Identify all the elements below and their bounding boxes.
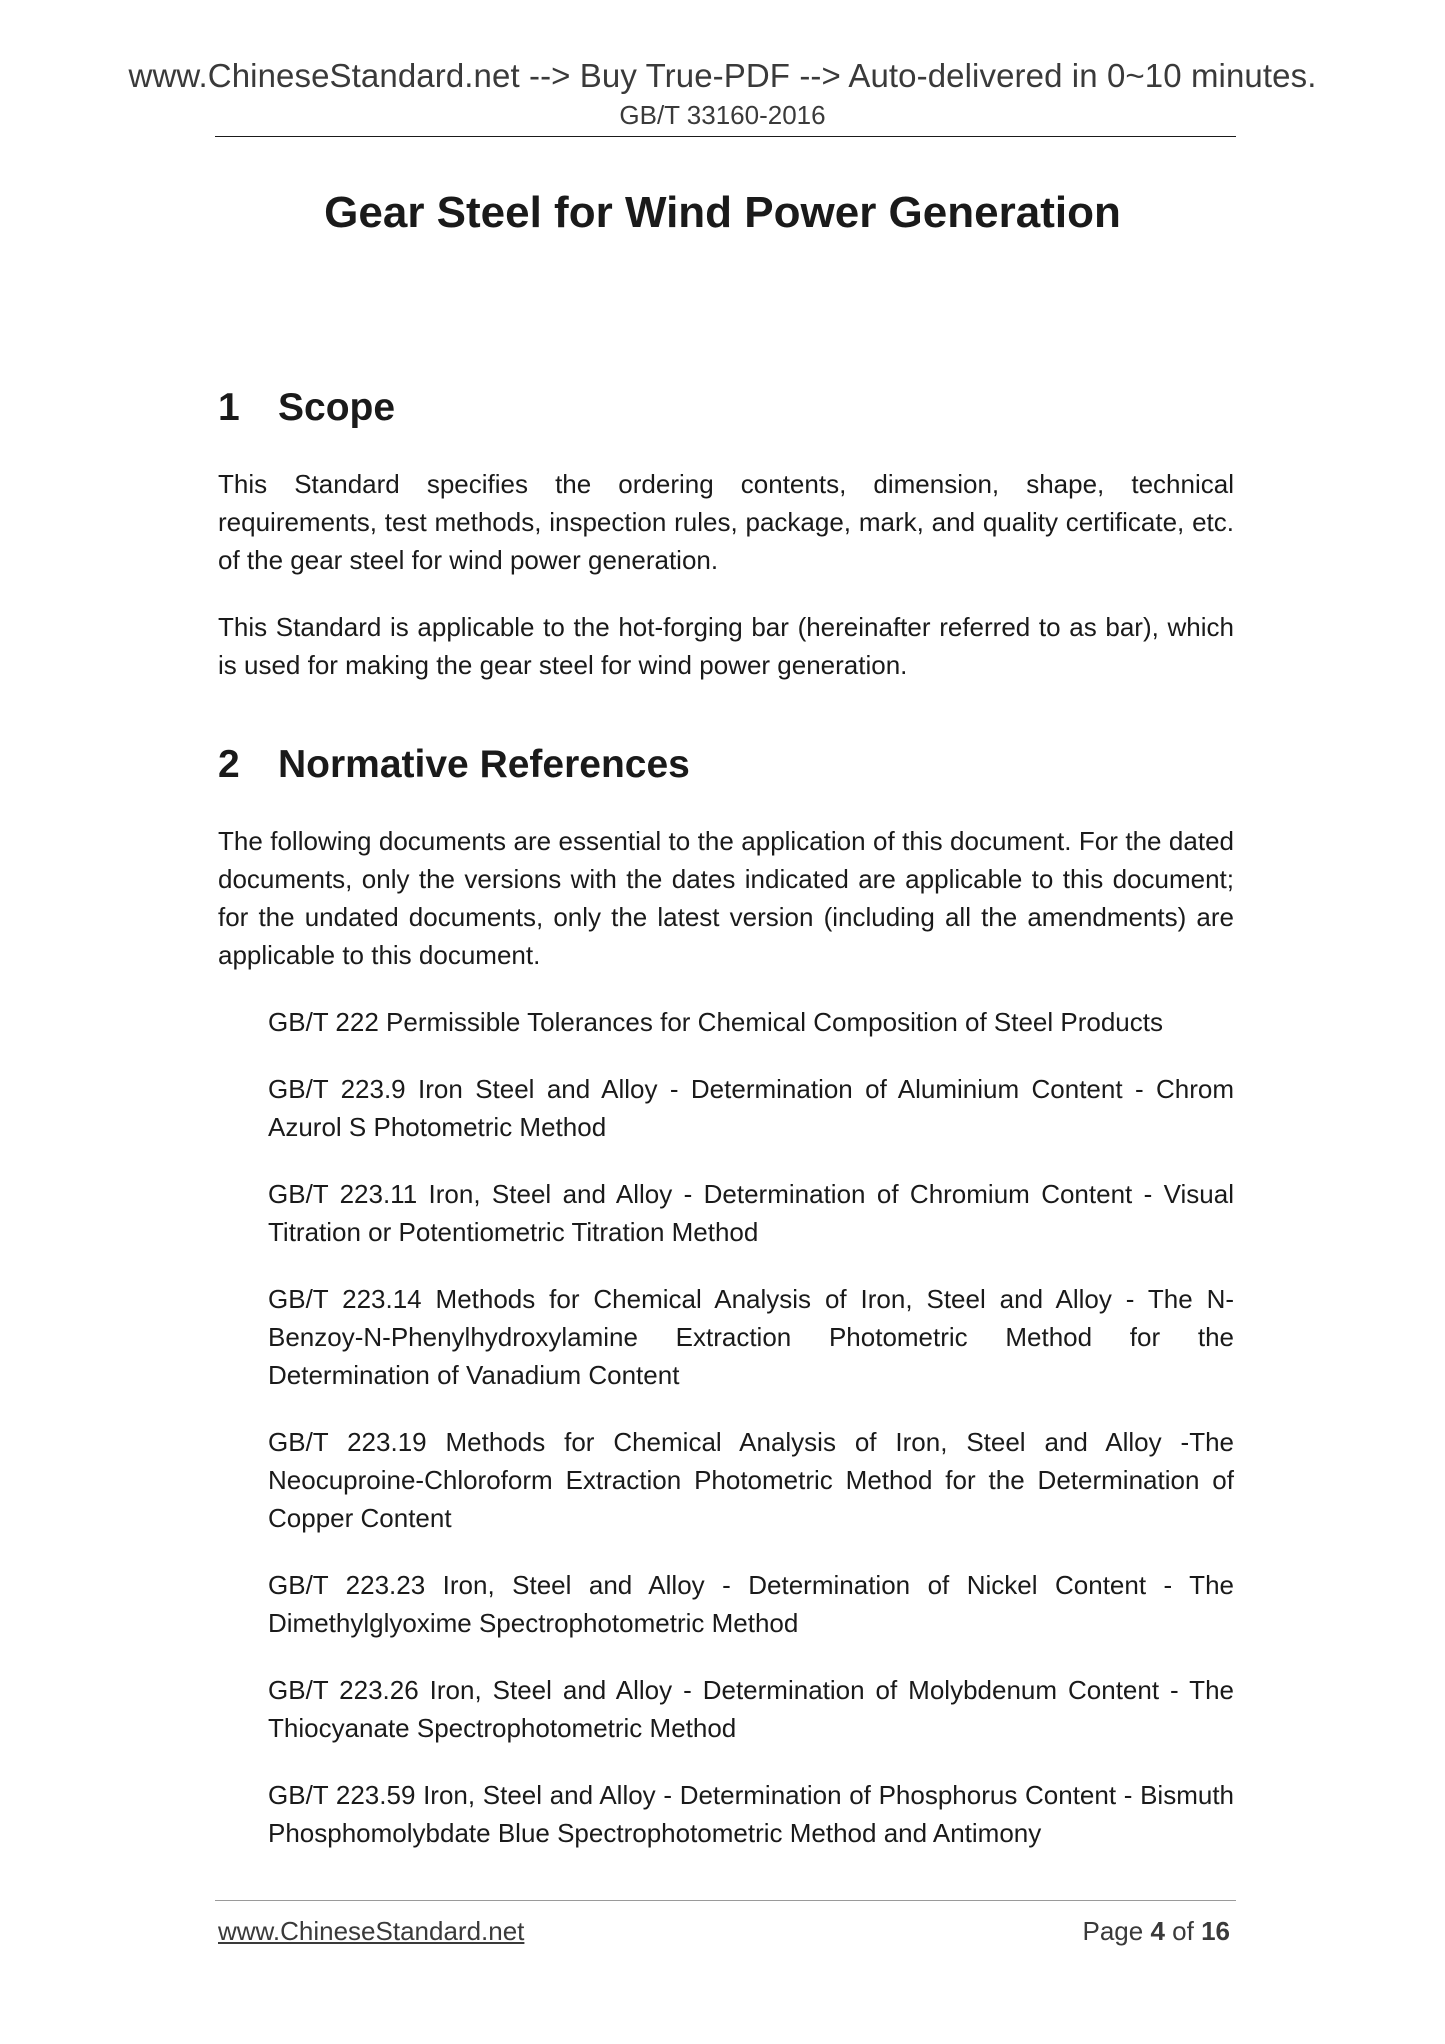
reference-item: GB/T 223.59 Iron, Steel and Alloy - Determination of Phosphorus Content - Bismuth Phosphomolybdate Blue Spectrophotometric Method and Antimony (268, 1780, 1234, 1848)
header-banner[interactable]: www.ChineseStandard.net --> Buy True-PDF --> Auto-delivered in 0~10 minutes. (128, 57, 1317, 94)
section-heading (218, 741, 1234, 789)
reference-item: GB/T 223.11 Iron, Steel and Alloy - Determination of Chromium Content - Visual Titration or Potentiometric Titration Method (268, 1179, 1234, 1247)
reference-item: GB/T 223.9 Iron Steel and Alloy - Determination of Aluminium Content - Chrom Azurol S Photometric Method (268, 1074, 1234, 1142)
document-title: Gear Steel for Wind Power Generation (324, 188, 1121, 237)
reference-item: GB/T 223.14 Methods for Chemical Analysis of Iron, Steel and Alloy - The N-Benzoy-N-Phenylhydroxylamine Extraction Photometric Method for the Determination of Vanadium Content (268, 1284, 1234, 1390)
footer-site-link[interactable]: www.ChineseStandard.net (218, 1916, 525, 1946)
reference-item: GB/T 223.19 Methods for Chemical Analysis of Iron, Steel and Alloy -The Neocuproine-Chloroform Extraction Photometric Method for the Determination of Copper Content (268, 1427, 1234, 1533)
section-title: Normative References (278, 743, 690, 786)
reference-list (218, 1003, 1234, 1852)
page-header (0, 56, 1445, 132)
page-label: Page (1082, 1916, 1144, 1946)
page-of-label: of (1172, 1916, 1194, 1946)
document-body (218, 384, 1234, 1852)
footer-divider (215, 1900, 1236, 1901)
header-standard-code: GB/T 33160-2016 (619, 100, 826, 130)
section-title: Scope (278, 386, 396, 429)
section-number: 1 (218, 386, 240, 429)
section-number: 2 (218, 743, 240, 786)
section-normative-references (218, 741, 1234, 1852)
paragraph: This Standard is applicable to the hot-forging bar (hereinafter referred to as bar), which is used for making the gear steel for wind power generation. (218, 612, 1234, 680)
paragraph: The following documents are essential to the application of this document. For the dated documents, only the versions with the dates indicated are applicable to this document; for the undated documents, only the latest version (including all the amendments) are applicable to this document. (218, 826, 1234, 970)
page-current: 4 (1150, 1916, 1165, 1946)
section-heading (218, 384, 1234, 432)
reference-item: GB/T 222 Permissible Tolerances for Chemical Composition of Steel Products (268, 1007, 1163, 1037)
header-divider (215, 136, 1236, 137)
page-number (1040, 1914, 1230, 1948)
reference-item: GB/T 223.23 Iron, Steel and Alloy - Determination of Nickel Content - The Dimethylglyoxime Spectrophotometric Method (268, 1570, 1234, 1638)
page-total: 16 (1201, 1916, 1230, 1946)
paragraph: This Standard specifies the ordering contents, dimension, shape, technical requirements, test methods, inspection rules, package, mark, and quality certificate, etc. of the gear steel for wind power generation. (218, 469, 1234, 575)
reference-item: GB/T 223.26 Iron, Steel and Alloy - Determination of Molybdenum Content - The Thiocyanate Spectrophotometric Method (268, 1675, 1234, 1743)
section-scope (218, 384, 1234, 684)
